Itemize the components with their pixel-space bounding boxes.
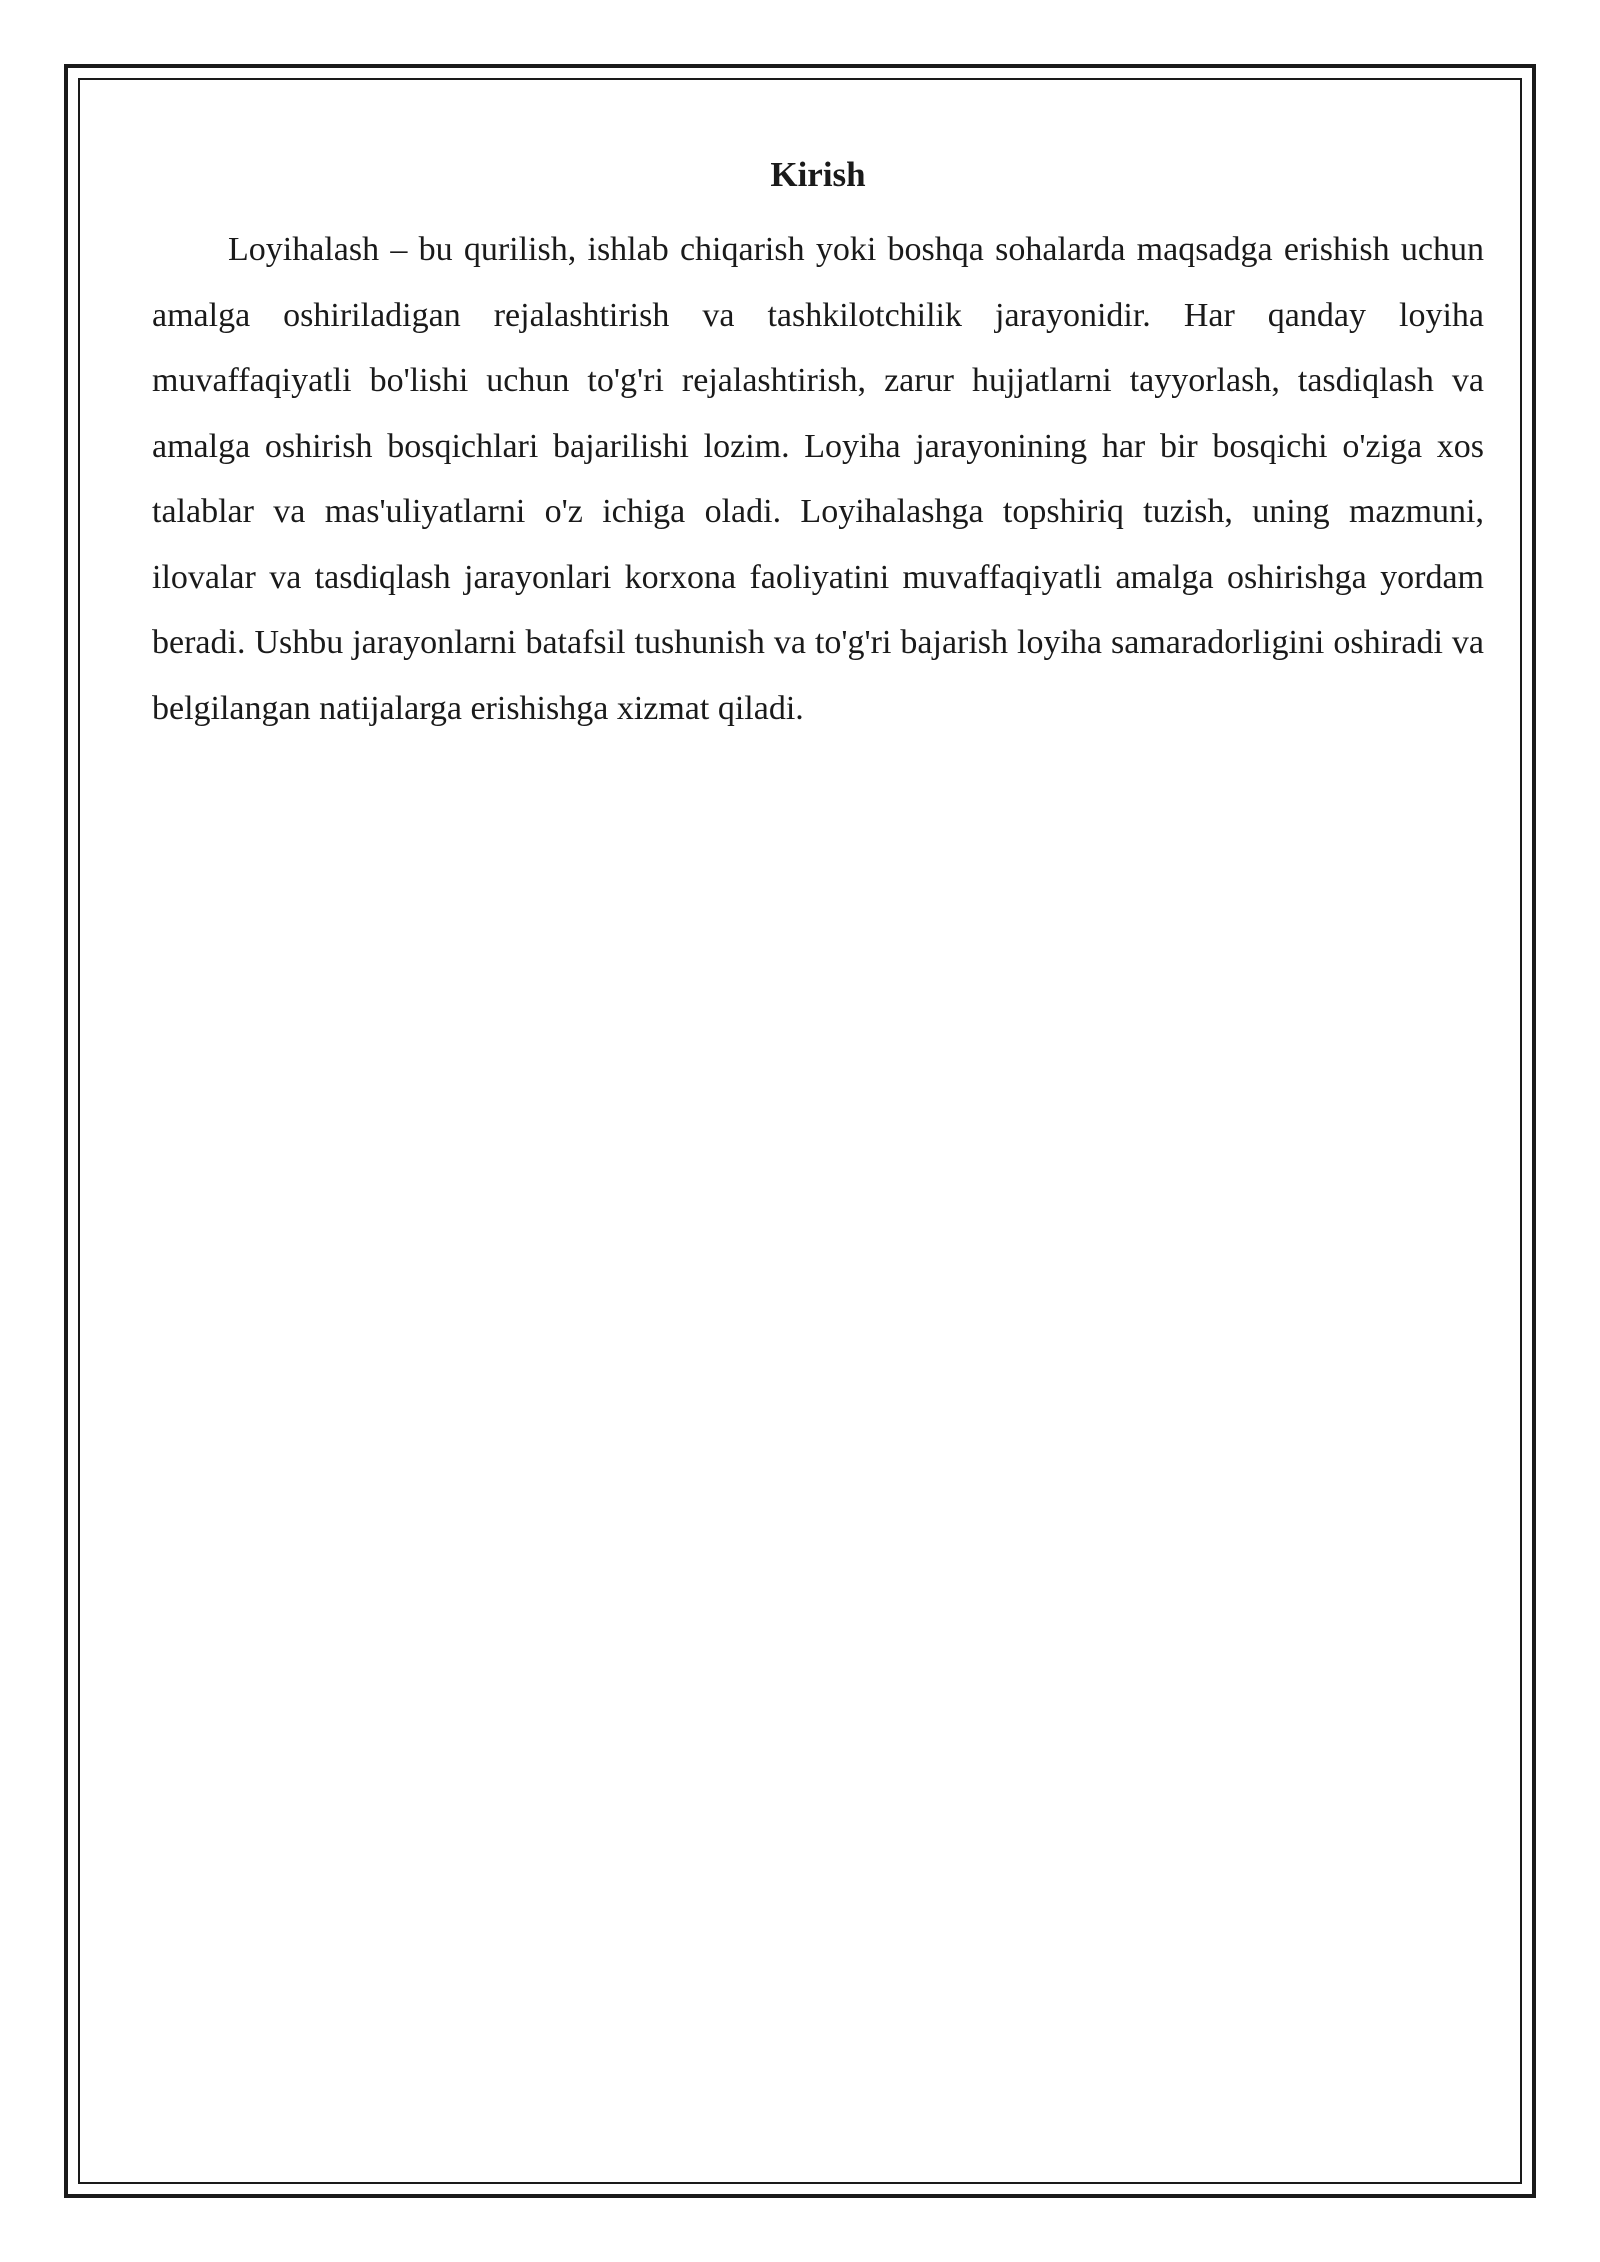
page-title: Kirish xyxy=(770,155,866,194)
body-paragraph: Loyihalash – bu qurilish, ishlab chiqarish yoki boshqa sohalarda maqsadga erishish uchun amalga oshiriladigan rejalashtirish va tashkilotchilik jarayonidir. Har qanday loyiha muvaffaqiyatli bo'lishi uchun to'g'ri rejalashtirish, zarur hujjatlarni tayyorlash, tasdiqlash va amalga oshirish bosqichlari bajarilishi lozim. Loyiha jarayonining har bir bosqichi o'ziga xos talablar va mas'uliyatlarni o'z ichiga oladi. Loyihalashga topshiriq tuzish, uning mazmuni, ilovalar va tasdiqlash jarayonlari korxona faoliyatini muvaffaqiyatli amalga oshirishga yordam beradi. Ushbu jarayonlarni batafsil tushunish va to'g'ri bajarish loyiha samaradorligini oshiradi va belgilangan natijalarga erishishga xizmat qiladi. xyxy=(152,231,1484,727)
page-content xyxy=(152,150,1484,741)
